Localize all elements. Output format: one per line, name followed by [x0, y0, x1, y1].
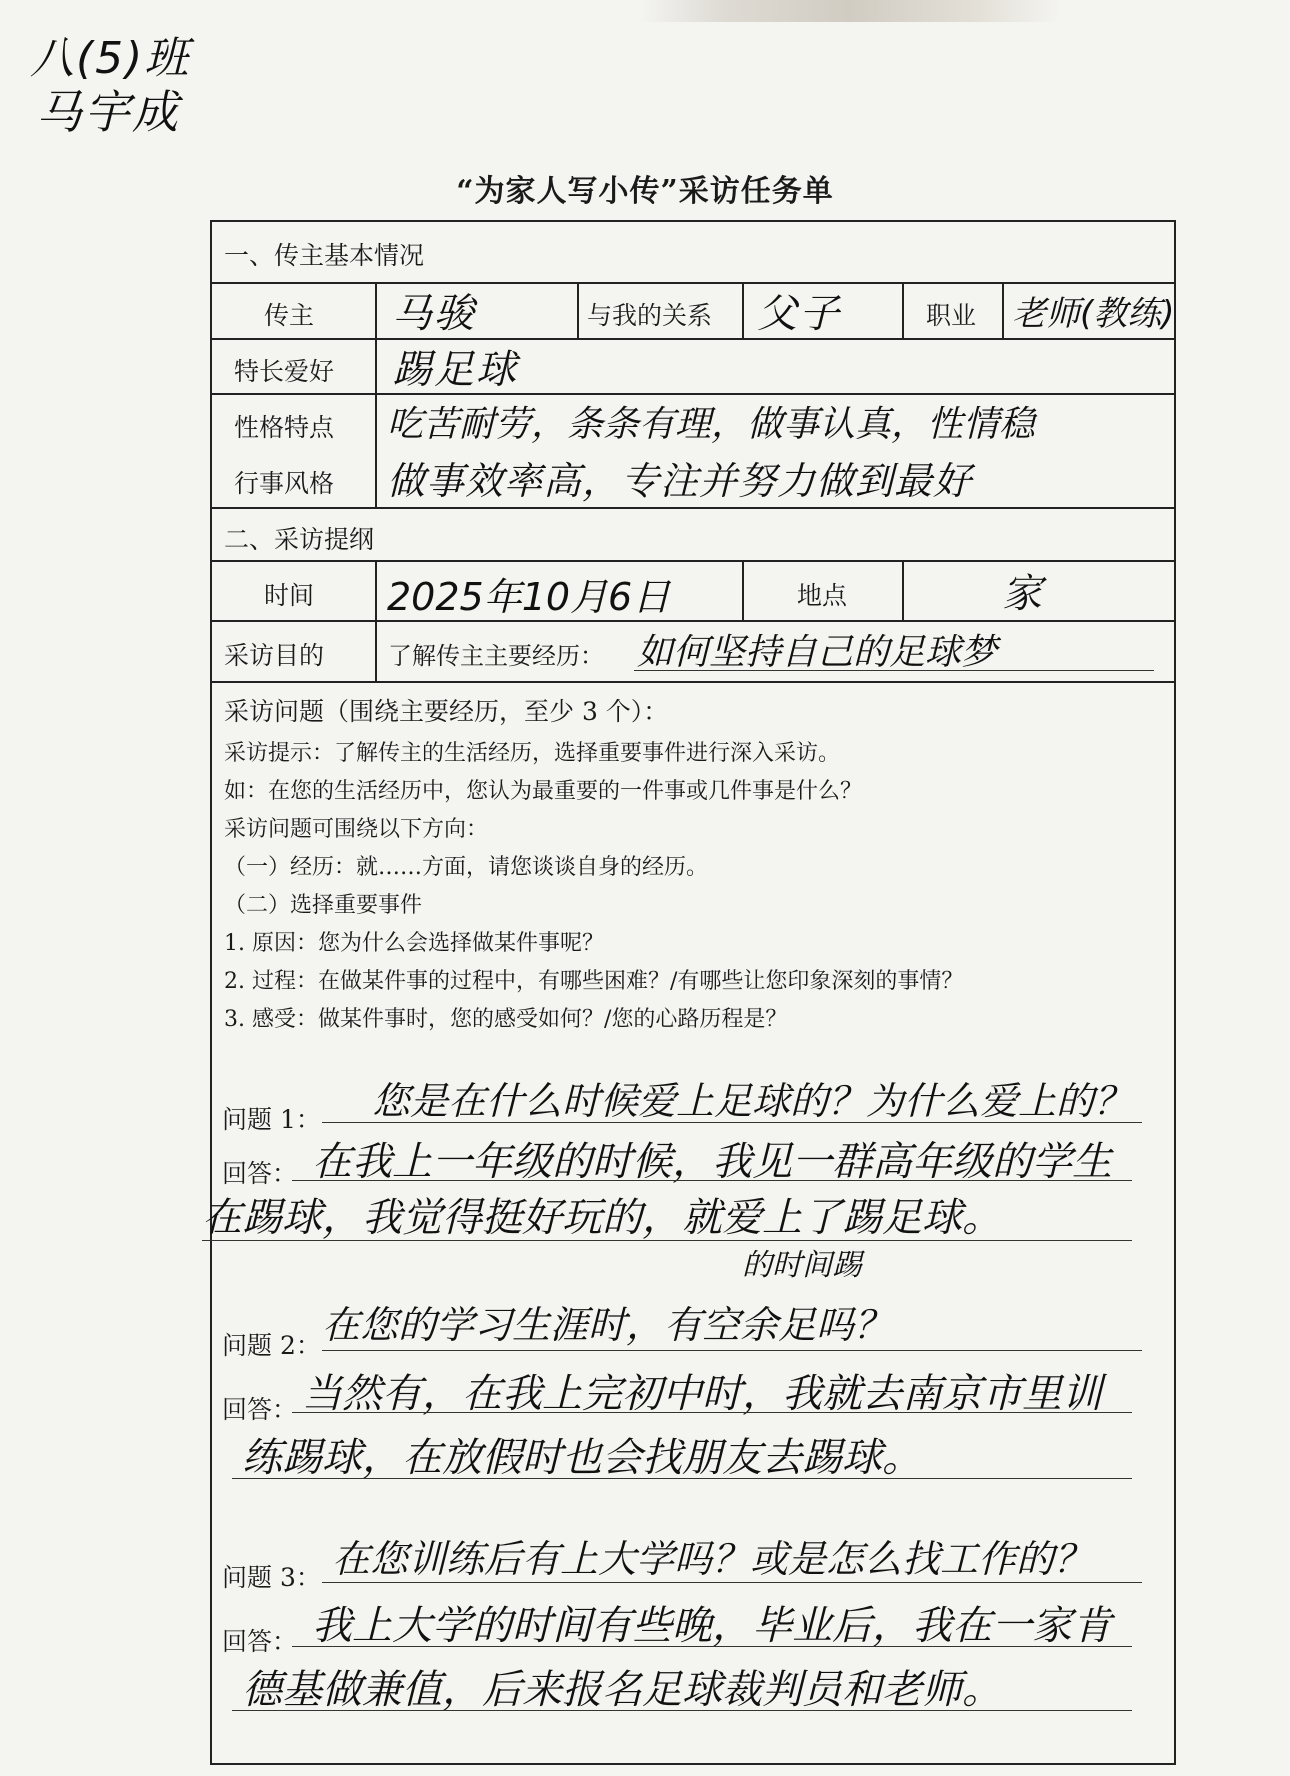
relation-label: 与我的关系: [587, 301, 713, 330]
questions-heading: 采访问题（围绕主要经历，至少 3 个）：: [224, 697, 669, 726]
q1-answer-label: 回答：: [222, 1159, 298, 1188]
style-label: 行事风格: [234, 469, 335, 498]
page-top-scribble: [640, 0, 1060, 22]
q3-answer-line2: 德基做兼值，后来报名足球裁判员和老师。: [242, 1667, 1002, 1713]
q2-question-insert: 的时间踢: [742, 1248, 862, 1283]
time-value: 2025年10月6日: [387, 575, 671, 619]
q1-label: 问题 1：: [222, 1105, 321, 1134]
place-label: 地点: [797, 581, 848, 610]
direction-item-3: 3. 感受：做某件事时，您的感受如何？/您的心路历程是？: [224, 1007, 788, 1032]
questions-tip: 采访提示：了解传主的生活经历，选择重要事件进行深入采访。: [224, 741, 841, 766]
subject-label: 传主: [264, 301, 315, 330]
q3-answer-label: 回答：: [222, 1627, 298, 1656]
q1-question: 您是在什么时候爱上足球的？为什么爱上的？: [372, 1079, 1133, 1123]
direction-item-2: 2. 过程：在做某件事的过程中，有哪些困难？/有哪些让您印象深刻的事情？: [224, 969, 964, 994]
q2-label: 问题 2：: [222, 1331, 321, 1360]
subject-value: 马骏: [392, 291, 476, 337]
hobby-label: 特长爱好: [234, 357, 335, 386]
q1-answer-line1: 在我上一年级的时候，我见一群高年级的学生: [312, 1139, 1112, 1185]
questions-example: 如：在您的生活经历中，您认为最重要的一件事或几件事是什么？: [224, 779, 863, 804]
personality-value: 吃苦耐劳，条条有理，做事认真，性情稳: [387, 404, 1036, 445]
hobby-value: 踢足球: [392, 347, 518, 393]
questions-direction: 采访问题可围绕以下方向：: [224, 817, 489, 842]
document-title: “为家人写小传”采访任务单: [456, 174, 834, 209]
q2-answer-line2: 练踢球，在放假时也会找朋友去踢球。: [242, 1435, 922, 1481]
direction-1: （一）经历：就……方面，请您谈谈自身的经历。: [224, 855, 709, 880]
personality-label: 性格特点: [234, 413, 335, 442]
relation-value: 父子: [757, 291, 841, 337]
q2-answer-line1: 当然有，在我上完初中时，我就去南京市里训: [302, 1371, 1102, 1417]
direction-2: （二）选择重要事件: [224, 893, 423, 918]
style-value: 做事效率高，专注并努力做到最好: [387, 459, 973, 503]
q3-label: 问题 3：: [222, 1563, 321, 1592]
q1-answer-line2: 在踢球，我觉得挺好玩的，就爱上了踢足球。: [202, 1195, 1002, 1241]
job-value: 老师(教练): [1012, 294, 1175, 334]
direction-item-1: 1. 原因：您为什么会选择做某件事呢？: [224, 931, 604, 956]
purpose-value: 如何坚持自己的足球梦: [637, 632, 998, 673]
student-class: 八(5)班: [30, 33, 191, 84]
q3-question: 在您训练后有上大学吗？或是怎么找工作的？: [332, 1537, 1093, 1581]
section2-heading: 二、采访提纲: [224, 525, 375, 554]
q2-question: 在您的学习生涯时，有空余足吗？: [322, 1303, 893, 1347]
time-label: 时间: [264, 581, 315, 610]
place-value: 家: [1002, 571, 1044, 617]
q2-answer-label: 回答：: [222, 1395, 298, 1424]
job-label: 职业: [926, 301, 977, 330]
student-name: 马宇成: [36, 85, 180, 139]
interview-form: [202, 220, 1176, 1765]
purpose-label: 采访目的: [224, 641, 325, 670]
q3-answer-line1: 我上大学的时间有些晚，毕业后，我在一家肯: [312, 1603, 1112, 1649]
section1-heading: 一、传主基本情况: [224, 241, 425, 270]
purpose-prefix: 了解传主主要经历：: [388, 642, 604, 670]
